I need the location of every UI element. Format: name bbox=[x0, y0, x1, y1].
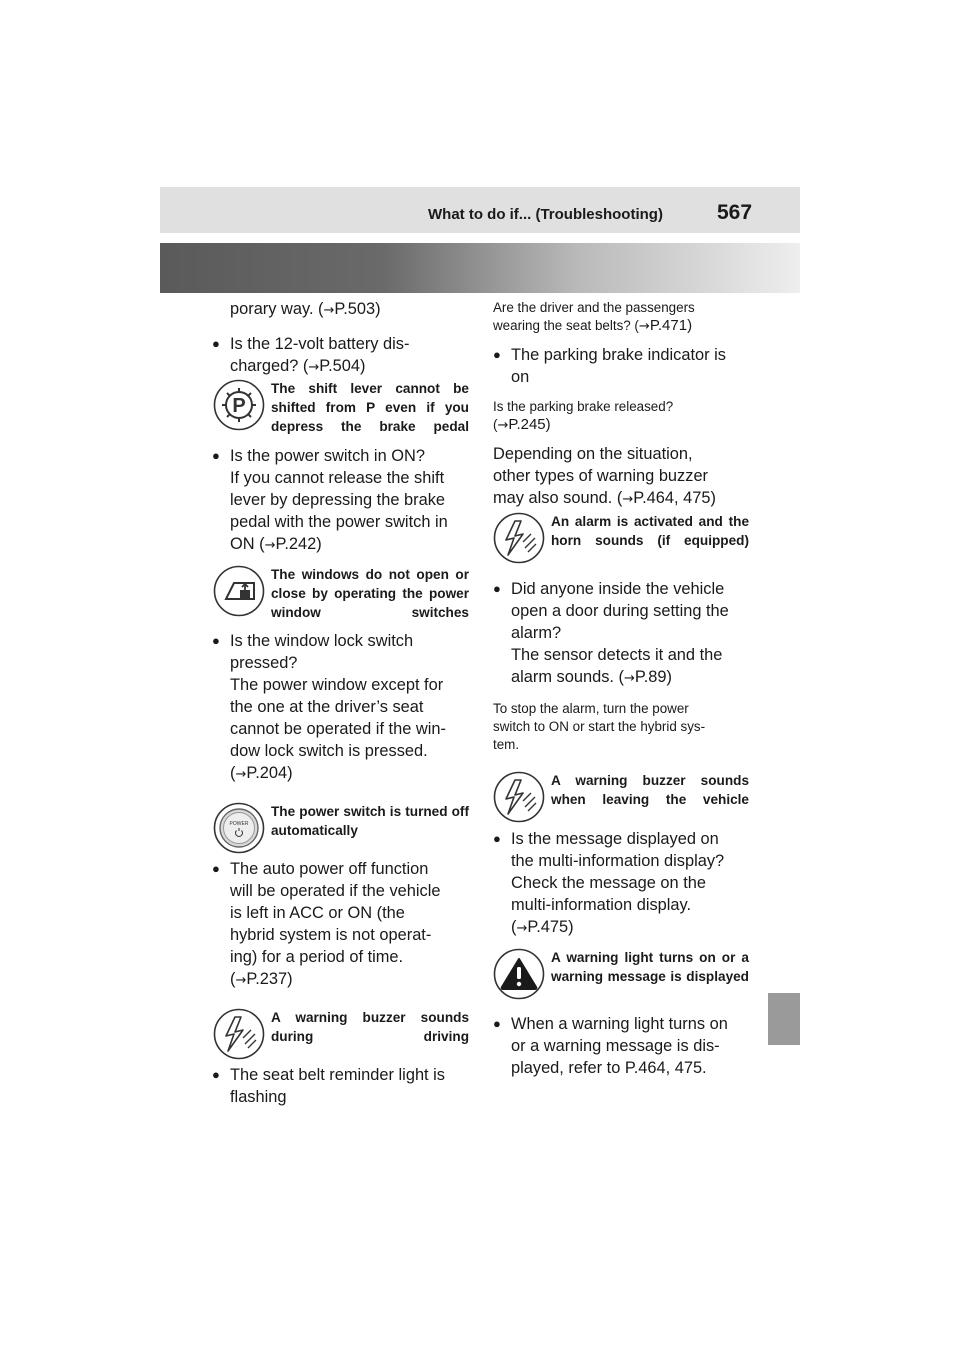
text: ( bbox=[230, 970, 236, 988]
arrow-icon: → bbox=[264, 538, 276, 553]
text: Check the message on the bbox=[511, 874, 706, 892]
text: open a door during setting the bbox=[511, 602, 729, 620]
callout-text: The power switch is turned off automatically bbox=[271, 804, 469, 838]
arrow-icon: → bbox=[638, 319, 650, 334]
text: will be operated if the vehicle bbox=[230, 882, 441, 900]
left-column-top bbox=[212, 298, 482, 379]
text: dow lock switch is pressed. bbox=[230, 742, 428, 760]
text: played, refer to P.464, 475. bbox=[511, 1059, 707, 1077]
svg-text:P: P bbox=[232, 395, 246, 417]
page-reference: P.503) bbox=[334, 300, 381, 318]
warning-triangle-icon bbox=[493, 948, 545, 1000]
page-reference: P.245) bbox=[508, 416, 551, 433]
page-reference: P.504) bbox=[319, 357, 366, 375]
decorative-gradient-band bbox=[160, 243, 800, 293]
text: may also sound. ( bbox=[493, 489, 623, 507]
bullet-item bbox=[493, 344, 763, 388]
bullet-item bbox=[212, 1064, 482, 1108]
page-reference: P.237) bbox=[246, 970, 293, 988]
arrow-icon: → bbox=[623, 671, 635, 686]
text: The seat belt reminder light is bbox=[230, 1066, 445, 1084]
bullet-item bbox=[212, 630, 482, 786]
text: The auto power off function bbox=[230, 860, 429, 878]
text: tem. bbox=[493, 737, 520, 752]
callout-text: A warning buzzer sounds during driving bbox=[271, 1010, 469, 1044]
text: The parking brake indicator is bbox=[511, 346, 727, 364]
text: wearing the seat belts? ( bbox=[493, 318, 639, 333]
page-reference: P.242) bbox=[275, 535, 322, 553]
page-reference: P.204) bbox=[246, 764, 293, 782]
left-column-b2 bbox=[212, 445, 482, 557]
text: Is the parking brake released? bbox=[493, 399, 674, 414]
text: ( bbox=[230, 764, 236, 782]
right-column-top bbox=[493, 299, 763, 511]
left-column-b3 bbox=[212, 630, 482, 786]
page-reference: P.464, 475) bbox=[633, 489, 716, 507]
gear-p-icon bbox=[213, 379, 265, 431]
text: Is the 12-volt battery dis- bbox=[230, 335, 410, 353]
text: ( bbox=[493, 417, 498, 432]
text: ing) for a period of time. bbox=[230, 948, 404, 966]
note bbox=[493, 398, 763, 435]
text: Did anyone inside the vehicle bbox=[511, 580, 725, 598]
text: switch to ON or start the hybrid sys- bbox=[493, 719, 706, 734]
text: If you cannot release the shift bbox=[230, 469, 445, 487]
right-column-b4 bbox=[493, 1013, 763, 1079]
text: other types of warning buzzer bbox=[493, 467, 709, 485]
paragraph bbox=[493, 443, 763, 511]
text: The power window except for bbox=[230, 676, 444, 694]
text: When a warning light turns on bbox=[511, 1015, 728, 1033]
text: the one at the driver’s seat bbox=[230, 698, 424, 716]
text: The sensor detects it and the bbox=[511, 646, 723, 664]
text: ON ( bbox=[230, 535, 265, 553]
window-switch-icon bbox=[213, 565, 265, 617]
text: Depending on the situation, bbox=[493, 445, 693, 463]
page-reference: P.471) bbox=[649, 317, 693, 334]
bullet-item bbox=[493, 828, 763, 940]
left-column-b5 bbox=[212, 1064, 482, 1108]
text: Is the window lock switch bbox=[230, 632, 414, 650]
buzzer-lightning-icon bbox=[493, 771, 545, 823]
page-reference: P.89) bbox=[634, 668, 672, 686]
text: porary way. ( bbox=[230, 300, 324, 318]
text: hybrid system is not operat- bbox=[230, 926, 432, 944]
callout-shift-lever bbox=[213, 379, 469, 455]
page-number: 567 bbox=[717, 201, 753, 224]
left-column-b4 bbox=[212, 858, 482, 992]
callout-buzzer-driving bbox=[213, 1008, 469, 1065]
arrow-icon: → bbox=[235, 767, 247, 782]
arrow-icon: → bbox=[497, 418, 509, 433]
callout-buzzer-leaving bbox=[493, 771, 749, 828]
text: Is the message displayed on bbox=[511, 830, 719, 848]
bullet-item bbox=[212, 333, 482, 379]
text: Are the driver and the passengers bbox=[493, 300, 695, 315]
text: pedal with the power switch in bbox=[230, 513, 448, 531]
text: To stop the alarm, turn the power bbox=[493, 701, 689, 716]
arrow-icon: → bbox=[235, 973, 247, 988]
section-title: What to do if... (Troubleshooting) bbox=[428, 206, 663, 223]
text: multi-information display. bbox=[511, 896, 692, 914]
callout-text: A warning buzzer sounds when leaving the vehicle bbox=[551, 773, 749, 807]
text: lever by depressing the brake bbox=[230, 491, 446, 509]
right-column-b2 bbox=[493, 578, 763, 754]
callout-text: The shift lever cannot be shifted from P even if you depress the brake pedal bbox=[271, 381, 469, 434]
text: ( bbox=[511, 918, 517, 936]
callout-power-off bbox=[213, 802, 469, 859]
text: flashing bbox=[230, 1088, 287, 1106]
arrow-icon: → bbox=[622, 492, 634, 507]
text: is left in ACC or ON (the bbox=[230, 904, 405, 922]
text: Is the power switch in ON? bbox=[230, 447, 425, 465]
bullet-item bbox=[493, 578, 763, 690]
text: pressed? bbox=[230, 654, 298, 672]
callout-text: A warning light turns on or a warning message is displayed bbox=[551, 950, 749, 984]
paragraph bbox=[212, 298, 482, 322]
chapter-tab bbox=[768, 993, 800, 1045]
arrow-icon: → bbox=[323, 303, 335, 318]
buzzer-lightning-icon bbox=[213, 1008, 265, 1060]
text: or a warning message is dis- bbox=[511, 1037, 720, 1055]
callout-text: An alarm is activated and the horn sounds (if equipped) bbox=[551, 514, 749, 548]
power-button-icon bbox=[213, 802, 265, 854]
arrow-icon: → bbox=[308, 360, 320, 375]
note bbox=[493, 700, 763, 754]
text: on bbox=[511, 368, 530, 386]
text: charged? ( bbox=[230, 357, 309, 375]
callout-text: The windows do not open or close by operating the power window switches bbox=[271, 567, 469, 620]
page-reference: P.475) bbox=[527, 918, 574, 936]
bullet-item bbox=[493, 1013, 763, 1079]
bullet-item bbox=[212, 445, 482, 557]
note bbox=[493, 299, 763, 336]
arrow-icon: → bbox=[516, 921, 528, 936]
right-column-b3 bbox=[493, 828, 763, 940]
text: alarm sounds. ( bbox=[511, 668, 624, 686]
callout-alarm bbox=[493, 512, 749, 569]
text: the multi-information display? bbox=[511, 852, 725, 870]
bullet-item bbox=[212, 858, 482, 992]
callout-warning-light bbox=[493, 948, 749, 1005]
alarm-lightning-icon bbox=[493, 512, 545, 564]
text: cannot be operated if the win- bbox=[230, 720, 446, 738]
power-label: POWER bbox=[229, 821, 249, 827]
text: alarm? bbox=[511, 624, 562, 642]
